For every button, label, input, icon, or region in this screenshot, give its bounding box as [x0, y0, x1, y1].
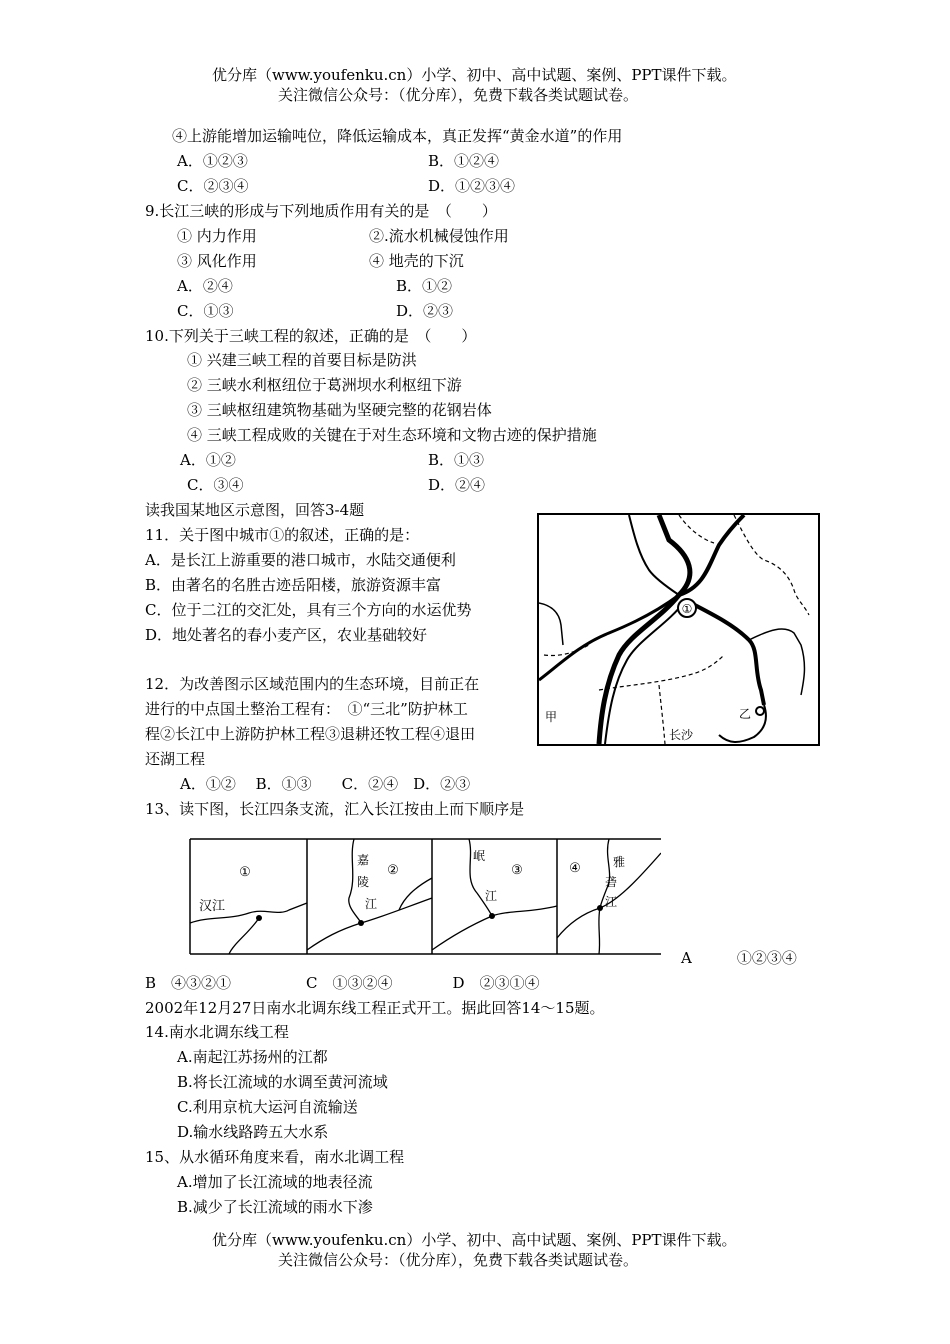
- q12-options: A．①② B．①③ C．②④ D．②③: [180, 775, 471, 793]
- q8-option-c: C．②③④: [177, 177, 249, 195]
- q9-option-a: A．②④: [177, 277, 233, 295]
- q14-option-d: D.输水线路跨五大水系: [177, 1123, 329, 1141]
- q10-stem: 10.下列关于三峡工程的叙述，正确的是 （ ）: [145, 327, 477, 345]
- panel3-confluence: [489, 913, 495, 919]
- label-changsha: 长沙: [669, 728, 694, 742]
- map-intro: 读我国某地区示意图，回答3-4题: [145, 501, 365, 519]
- q8-option-a: A．①②③: [177, 152, 248, 170]
- q8-item4: ④上游能增加运输吨位，降低运输成本，真正发挥“黄金水道”的作用: [172, 127, 623, 145]
- q10-option-b: B．①③: [428, 451, 485, 469]
- q11-option-c: C．位于二江的交汇处，具有三个方向的水运优势: [145, 601, 472, 619]
- panel4-char2: 砻: [605, 875, 618, 889]
- panel4-confluence: [597, 905, 603, 911]
- header-line1: 优分库（www.youfenku.cn）小学、初中、高中试题、案例、PPT课件下载。: [212, 66, 737, 84]
- q10-item3: ③ 三峡枢纽建筑物基础为坚硬完整的花钢岩体: [187, 401, 492, 419]
- q12-line2: 进行的中点国土整治工程有： ①“三北”防护林工: [145, 700, 468, 718]
- q10-option-c: C．③④: [187, 476, 244, 494]
- q13-options-bcd: B ④③②① C ①③②④ D ②③①④: [145, 974, 540, 992]
- q10-item2: ② 三峡水利枢纽位于葛洲坝水利枢纽下游: [187, 376, 462, 394]
- q11-stem: 11．关于图中城市①的叙述，正确的是：: [145, 526, 420, 544]
- city-1-label: ①: [681, 602, 693, 616]
- panel3-number: ③: [511, 863, 523, 878]
- q15-stem: 15、从水循环角度来看，南水北调工程: [145, 1148, 405, 1166]
- panel1-river: 汉江: [199, 899, 226, 914]
- panel2-char1: 嘉: [357, 853, 370, 867]
- panel3-char1: 岷: [473, 849, 486, 863]
- panel3-char2: 江: [485, 889, 498, 903]
- q9-item4: ④ 地壳的下沉: [369, 252, 464, 270]
- q9-option-b: B．①②: [396, 277, 453, 295]
- section-intro-14-15: 2002年12月27日南水北调东线工程正式开工。据此回答14～15题。: [145, 999, 605, 1017]
- panel4-char1: 雅: [613, 855, 626, 869]
- q12-line3: 程②长江中上游防护林工程③退耕还牧工程④退田: [145, 725, 476, 743]
- q12-line4: 还湖工程: [145, 750, 206, 768]
- q14-stem: 14.南水北调东线工程: [145, 1023, 289, 1041]
- q13-stem: 13、读下图，长江四条支流，汇入长江按由上而下顺序是: [145, 800, 525, 818]
- panel1-confluence: [256, 915, 262, 921]
- city-yi-marker: [756, 707, 764, 715]
- panel2-char2: 陵: [357, 875, 370, 889]
- q11-option-d: D．地处著名的春小麦产区，农业基础较好: [145, 626, 428, 644]
- q13-option-a: A ①②③④: [681, 949, 797, 967]
- q14-option-a: A.南起江苏扬州的江都: [177, 1048, 328, 1066]
- q10-option-a: A．①②: [180, 451, 236, 469]
- q11-option-b: B．由著名的名胜古迹岳阳楼，旅游资源丰富: [145, 576, 442, 594]
- q10-item1: ① 兴建三峡工程的首要目标是防洪: [187, 351, 417, 369]
- q9-item1: ① 内力作用: [177, 227, 257, 245]
- q15-option-b: B.减少了长江流域的雨水下渗: [177, 1198, 373, 1216]
- q14-option-c: C.利用京杭大运河自流输送: [177, 1098, 358, 1116]
- panel2-confluence: [358, 920, 364, 926]
- q9-option-d: D．②③: [396, 302, 454, 320]
- panel1-number: ①: [239, 865, 251, 880]
- q10-item4: ④ 三峡工程成败的关键在于对生态环境和文物古迹的保护措施: [187, 426, 597, 444]
- label-yi: 乙: [739, 707, 752, 721]
- q9-item3: ③ 风化作用: [177, 252, 257, 270]
- footer-line1: 优分库（www.youfenku.cn）小学、初中、高中试题、案例、PPT课件下载。: [212, 1231, 737, 1249]
- q9-stem: 9.长江三峡的形成与下列地质作用有关的是 （ ）: [145, 202, 497, 220]
- panel2-number: ②: [387, 863, 399, 878]
- q10-option-d: D．②④: [428, 476, 486, 494]
- footer-line2: 关注微信公众号：（优分库），免费下载各类试题试卷。: [278, 1251, 639, 1269]
- q15-option-a: A.增加了长江流域的地表径流: [177, 1173, 373, 1191]
- q9-item2: ②.流水机械侵蚀作用: [369, 227, 509, 245]
- q9-option-c: C．①③: [177, 302, 234, 320]
- panel4-char3: 江: [605, 895, 618, 909]
- label-jia: 甲: [545, 710, 558, 724]
- q8-option-d: D．①②③④: [428, 177, 516, 195]
- q11-option-a: A．是长江上游重要的港口城市，水陆交通便利: [145, 551, 456, 569]
- q8-option-b: B．①②④: [428, 152, 500, 170]
- tributary-maps: [189, 838, 661, 956]
- q12-line1: 12．为改善图示区域范围内的生态环境，目前正在: [145, 675, 480, 693]
- region-map: [537, 513, 820, 746]
- header-line2: 关注微信公众号：（优分库），免费下载各类试题试卷。: [278, 86, 639, 104]
- panel4-number: ④: [569, 861, 581, 876]
- panel2-char3: 江: [365, 897, 378, 911]
- q14-option-b: B.将长江流域的水调至黄河流域: [177, 1073, 388, 1091]
